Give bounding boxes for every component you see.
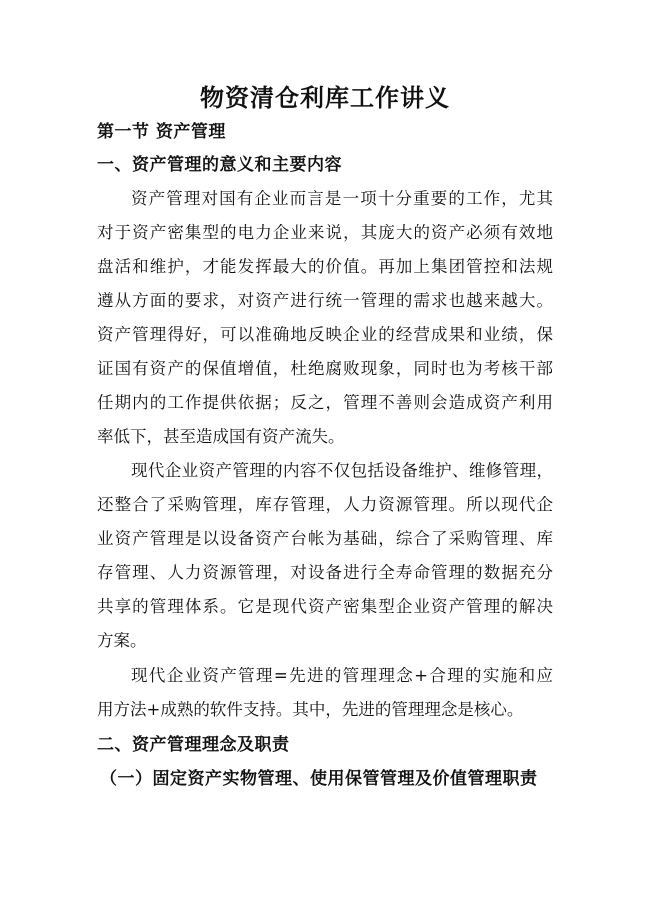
paragraph-1-line: 任期内的工作提供依据；反之，管理不善则会造成资产利用 xyxy=(97,393,553,412)
document-title: 物资清仓利库工作讲义 xyxy=(200,83,450,112)
paragraph-2-line: 现代企业资产管理的内容不仅包括设备维护、维修管理， xyxy=(131,461,553,480)
paragraph-1-line: 资产管理得好，可以准确地反映企业的经营成果和业绩，保 xyxy=(97,325,553,344)
subheading-philosophy: 二、资产管理理念及职责 xyxy=(97,735,290,755)
paragraph-2-line: 存管理、人力资源管理，对设备进行全寿命管理的数据充分 xyxy=(97,563,553,582)
paragraph-2-line: 方案。 xyxy=(97,631,147,650)
paragraph-1-line: 率低下，甚至造成国有资产流失。 xyxy=(97,427,345,446)
paragraph-2-line: 还整合了采购管理，库存管理，人力资源管理。所以现代企 xyxy=(97,495,553,514)
subheading-fixed-assets: （一）固定资产实物管理、使用保管管理及价值管理职责 xyxy=(100,769,538,789)
section-heading: 第一节 资产管理 xyxy=(97,122,226,142)
paragraph-1-line: 对于资产密集型的电力企业来说，其庞大的资产必须有效地 xyxy=(97,223,553,242)
paragraph-2-line: 共享的管理体系。它是现代资产密集型企业资产管理的解决 xyxy=(97,597,553,616)
paragraph-1-line: 证国有资产的保值增值，杜绝腐败现象，同时也为考核干部 xyxy=(97,359,553,378)
paragraph-3-line: 用方法+成熟的软件支持。其中，先进的管理理念是核心。 xyxy=(97,700,524,719)
paragraph-1-line: 遵从方面的要求，对资产进行统一管理的需求也越来越大。 xyxy=(97,291,553,310)
subheading-significance: 一、资产管理的意义和主要内容 xyxy=(97,155,342,175)
paragraph-1-line: 资产管理对国有企业而言是一项十分重要的工作，尤其 xyxy=(131,189,553,208)
paragraph-2-line: 业资产管理是以设备资产台帐为基础，综合了采购管理、库 xyxy=(97,529,553,548)
paragraph-1-line: 盘活和维护，才能发挥最大的价值。再加上集团管控和法规 xyxy=(97,257,553,276)
paragraph-3-line: 现代企业资产管理=先进的管理理念+合理的实施和应 xyxy=(131,666,553,685)
